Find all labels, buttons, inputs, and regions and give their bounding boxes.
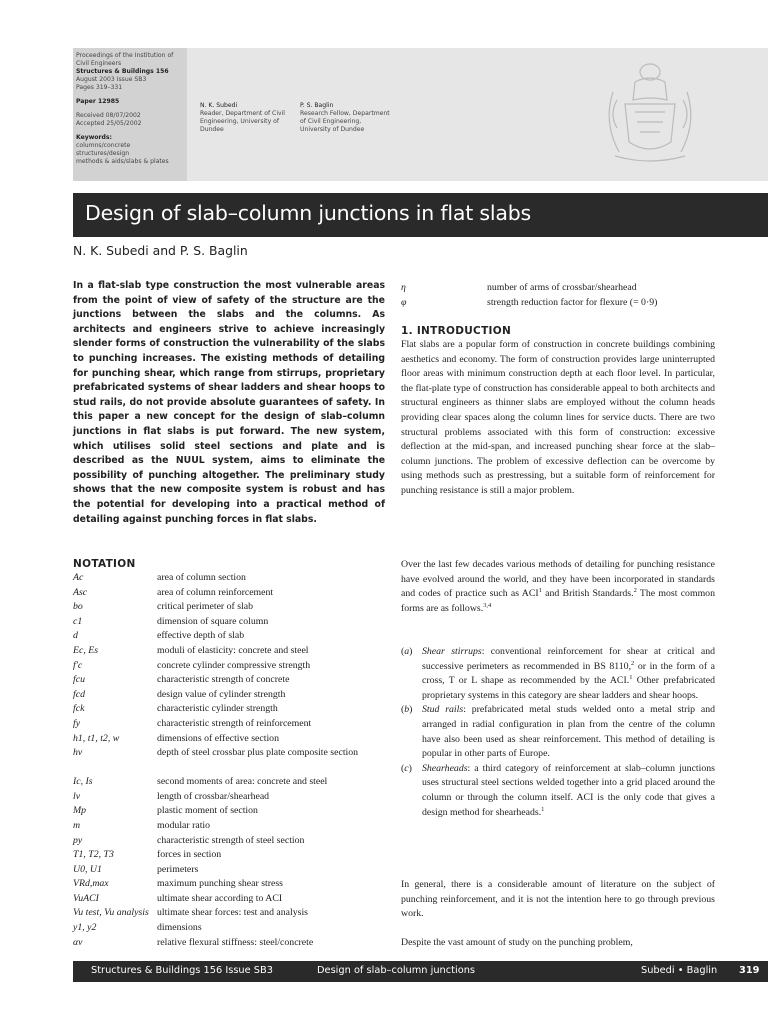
notation-symbol: Ic, Is (73, 776, 93, 788)
paragraph (401, 558, 715, 616)
affiliation-line: Research Fellow, Department (300, 110, 390, 117)
notation-row (73, 732, 393, 747)
list-label: (b) (401, 704, 413, 716)
notation-definition: characteristic strength of concrete (157, 674, 290, 686)
paragraph: Flat slabs are a popular form of construction in concrete buildings combining aesthetics and economy. The form of construction provides large uninterrupted floor areas with minimum construction depth at each floor level. In particular, the flat-plate type of construction has considerable appeal to both architects and structural engineers as thinner slabs are employed without the column heads providing clear spaces along the column lines for service ducts. There are two structural problems associated with this form of construction: excessive deflection at the mid-span, and increased punching shear force at the slab–column junctions. The problem of excessive deflection can be overcome by using methods such as prestressing, but a suitable form of reinforcement for punching resistance is still a major problem. (401, 339, 715, 496)
author-name: P. S. Baglin (300, 102, 334, 109)
footer-bar (73, 961, 768, 982)
proceedings-line: Proceedings of the Institution of (76, 52, 174, 59)
notation-row (73, 688, 393, 703)
notation-definition: ultimate shear according to ACI (157, 892, 283, 904)
notation-symbol: Mp (73, 805, 87, 817)
text-run: The most common forms are as follows. (401, 588, 715, 614)
notation-definition: characteristic strength of reinforcement (157, 717, 312, 729)
author-affiliation-2 (300, 102, 400, 134)
institution-crest-icon (595, 52, 705, 172)
notation-symbol: αv (73, 936, 83, 948)
list-item: (b) Stud rails: prefabricated metal studs welded onto a metal strip and arranged in radial configuration in plan from the centre of the column have also been used as shear reinforcement. This method of detailing is popular in other parts of Europe. (401, 704, 715, 760)
notation-definition: concrete cylinder compressive strength (157, 659, 311, 671)
notation-symbol: c1 (73, 615, 83, 627)
notation-row (73, 804, 393, 819)
notation-symbol: VRd,max (73, 878, 109, 890)
notation-definition: second moments of area: concrete and steel (157, 776, 328, 788)
notation-row (73, 892, 393, 907)
keywords: methods & aids/slabs & plates (76, 158, 169, 165)
notation-symbol: T1, T2, T3 (73, 849, 114, 861)
notation-symbol: py (73, 834, 83, 846)
notation-row (73, 936, 393, 951)
notation-row (73, 921, 393, 936)
paper-number: Paper 12985 (76, 98, 120, 105)
notation-symbol: m (73, 819, 81, 831)
notation-row (73, 615, 393, 630)
notation-symbol: Ec, Es (73, 644, 99, 656)
notation-row (73, 906, 393, 921)
notation-definition: critical perimeter of slab (157, 601, 254, 613)
footer-title: Design of slab–column junctions (317, 965, 476, 976)
list-label: (a) (401, 646, 413, 657)
notation-symbol: fcd (73, 688, 85, 700)
notation-list-continued (401, 281, 701, 310)
notation-definition: moduli of elasticity: concrete and steel (157, 644, 309, 656)
accepted-date: Accepted 25/05/2002 (76, 120, 142, 127)
title-bar (73, 193, 768, 237)
affiliation-line: of Civil Engineering, (300, 118, 362, 125)
text-run: and British Standards. (541, 588, 634, 600)
section-heading: 1. INTRODUCTION (401, 325, 512, 337)
paragraph: In general, there is a considerable amount of literature on the subject of punching reinforcement, and it is not the intention here to go through previous work. (401, 879, 715, 920)
notation-definition: perimeters (157, 863, 199, 875)
notation-row (73, 629, 393, 644)
notation-row (73, 571, 393, 586)
author-affiliation-1 (200, 102, 295, 134)
notation-symbol: Ac (73, 572, 84, 583)
notation-definition: dimensions (157, 922, 202, 934)
notation-symbol: Vu test, Vu analysis (73, 907, 149, 919)
issue-info: August 2003 Issue SB3 (76, 76, 147, 83)
notation-definition: area of column reinforcement (157, 586, 274, 598)
notation-row (73, 746, 393, 775)
notation-row (73, 673, 393, 688)
notation-definition: modular ratio (157, 819, 211, 831)
list-term: Stud rails (422, 704, 464, 716)
notation-row (73, 659, 393, 674)
notation-definition: design value of cylinder strength (157, 688, 286, 700)
notation-definition: area of column section (157, 572, 246, 583)
paper-title: Design of slab–column junctions in flat slabs (85, 201, 532, 225)
notation-symbol: φ (401, 296, 407, 308)
notation-row (73, 863, 393, 878)
reference-superscript: 3,4 (483, 601, 492, 609)
footer-journal: Structures & Buildings 156 Issue SB3 (91, 965, 273, 976)
abstract: In a flat-slab type construction the most vulnerable areas from the point of view of safety of the structure are the junctions between the slabs and the columns. As architects and engineers strive to achieve increasingly slender forms of construction the vulnerability of the slabs to punching increases. The existing methods of detailing for punching shear, which range from stirrups, proprietary prefabricated systems of shear ladders and shear hoops to stud rails, do not provide absolute guarantees of safety. In this paper a new concept for the design of slab–column junctions in flat slabs is put forward. The new system, which utilises solid steel sections and plate and is described as the NUUL system, aims to eliminate the possibility of punching altogether. The preliminary study shows that the new composite system is robust and has the potential for developing into a practical method of detailing against punching forces in flat slabs. (73, 280, 385, 525)
notation-symbol: VuACI (73, 892, 99, 904)
keywords-label: Keywords: (76, 134, 112, 141)
affiliation-line: Engineering, University of (200, 118, 279, 125)
affiliation-line: Dundee (200, 126, 224, 133)
notation-heading: NOTATION (73, 558, 136, 570)
notation-definition: ultimate shear forces: test and analysis (157, 907, 308, 919)
notation-row (73, 834, 393, 849)
notation-row (401, 296, 701, 311)
notation-definition: number of arms of crossbar/shearhead (487, 282, 637, 293)
notation-definition: dimension of square column (157, 615, 269, 627)
notation-definition: maximum punching shear stress (157, 878, 283, 890)
affiliation-line: University of Dundee (300, 126, 365, 133)
text-run: Over the last few decades various methods of detailing for punching resistance have evolved around the world, and they have been incorporated in standards and codes of practice such as ACI (401, 559, 715, 600)
notation-symbol: hv (73, 747, 83, 759)
reference-superscript: 1 (538, 587, 542, 595)
reference-superscript: 2 (633, 587, 637, 595)
notation-row (73, 877, 393, 892)
notation-definition: characteristic strength of steel section (157, 834, 305, 846)
list-term: Shear stirrups (422, 646, 482, 657)
notation-symbol: η (401, 282, 406, 293)
notation-row (73, 775, 393, 790)
notation-definition: characteristic cylinder strength (157, 703, 278, 715)
footer-authors: Subedi • Baglin (641, 965, 718, 976)
notation-definition: dimensions of effective section (157, 732, 279, 744)
paragraph: Despite the vast amount of study on the punching problem, (401, 937, 633, 948)
notation-symbol: d (73, 630, 78, 642)
notation-symbol: f′c (73, 659, 83, 671)
notation-row (73, 790, 393, 805)
notation-row (73, 600, 393, 615)
notation-symbol: Asc (73, 586, 88, 598)
notation-symbol: lv (73, 790, 81, 802)
byline: N. K. Subedi and P. S. Baglin (73, 243, 248, 258)
pages-info: Pages 319–331 (76, 84, 123, 91)
publication-info (73, 48, 187, 181)
journal-name: Structures & Buildings 156 (76, 68, 169, 75)
notation-definition: effective depth of slab (157, 630, 245, 642)
list-item: (a) Shear stirrups: conventional reinforcement for shear at critical and successive perimeters as recommended in BS 8110,$^2$ or in the form of a cross, T or L shape as recommended by the ACI.$^1$ Other prefabricated proprietary systems in this category are shear ladders and shear hoops. (401, 646, 716, 701)
list-term: Shearheads (422, 762, 468, 774)
notation-row (73, 586, 393, 601)
notation-symbol: y1, y2 (73, 922, 97, 934)
proceedings-line: Civil Engineers (76, 60, 122, 67)
method-list (401, 645, 715, 820)
notation-definition: strength reduction factor for flexure (= 0·9) (487, 296, 658, 308)
page-number: 319 (739, 965, 760, 976)
notation-row (73, 702, 393, 717)
notation-symbol: fcu (73, 674, 85, 686)
received-date: Received 08/07/2002 (76, 112, 141, 119)
notation-definition: forces in section (157, 849, 222, 861)
notation-definition: relative flexural stiffness: steel/concrete (157, 936, 314, 948)
notation-definition: length of crossbar/shearhead (157, 790, 270, 802)
notation-row (73, 819, 393, 834)
notation-row (73, 848, 393, 863)
notation-symbol: fck (73, 703, 85, 715)
notation-row (73, 717, 393, 732)
notation-definition: depth of steel crossbar plus plate composite section (157, 747, 359, 759)
affiliation-line: Reader, Department of Civil (200, 110, 286, 117)
keywords: columns/concrete structures/design (76, 142, 131, 157)
notation-symbol: fy (73, 717, 81, 729)
notation-symbol: h1, t1, t2, w (73, 732, 120, 744)
notation-list (73, 571, 393, 950)
list-item: (c) Shearheads: a third category of reinforcement at slab–column junctions uses structural steel sections welded together into a grid placed around the column or through the column itself. ACI is the only code that gives a design method for shearheads.$^1$ (401, 762, 715, 818)
notation-symbol: U0, U1 (73, 863, 102, 875)
notation-definition: plastic moment of section (157, 805, 258, 817)
notation-row (401, 281, 701, 296)
notation-symbol: bo (73, 601, 83, 613)
notation-row (73, 644, 393, 659)
list-label: (c) (401, 762, 412, 774)
author-name: N. K. Subedi (200, 102, 238, 109)
